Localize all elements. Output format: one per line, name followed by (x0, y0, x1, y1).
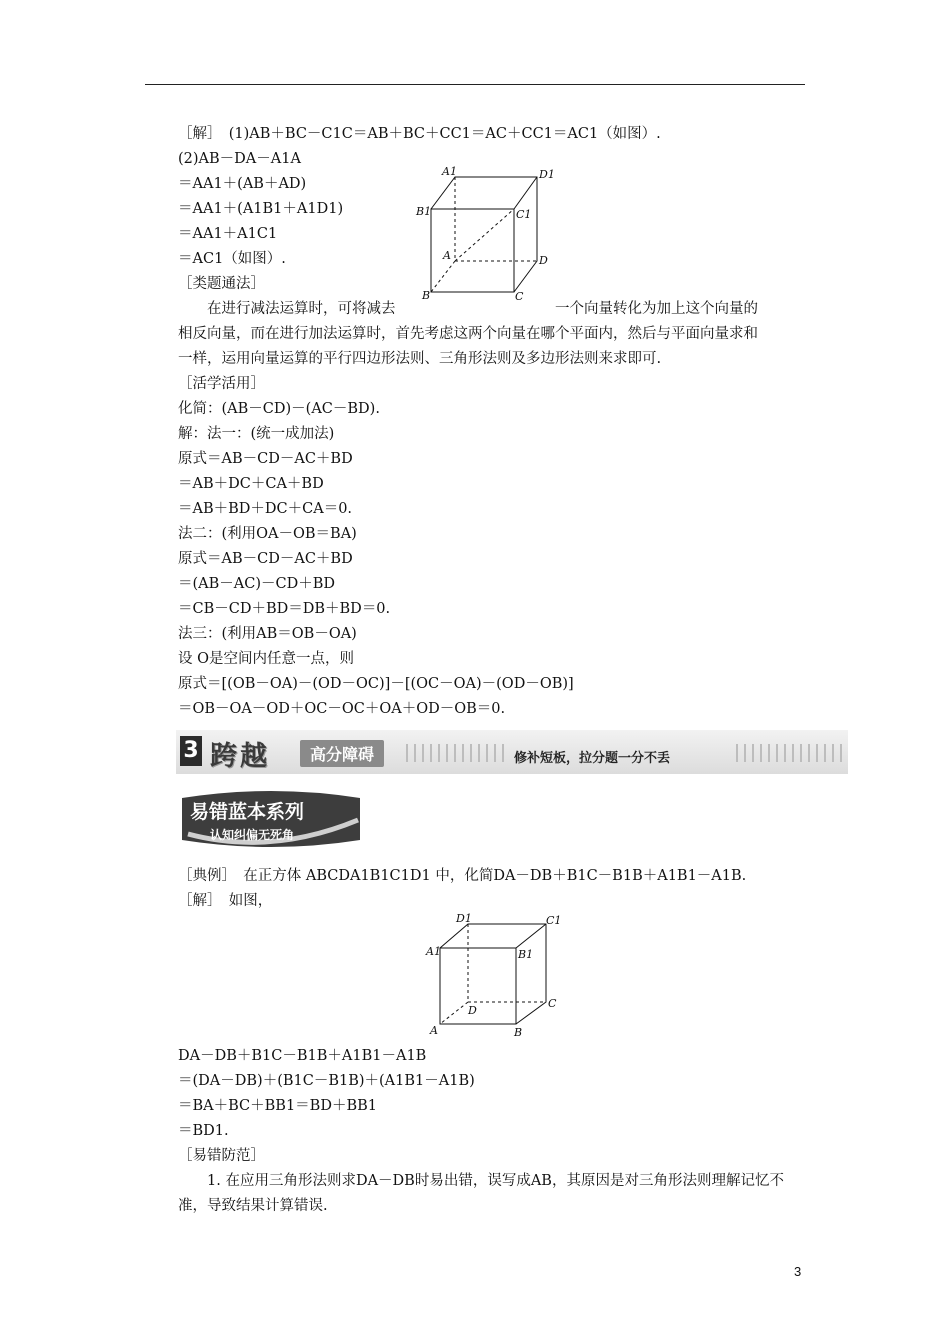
banner-stripe (768, 744, 770, 762)
solution-line: ＝AB＋BD＋DC＋CA＝0. (178, 501, 353, 517)
banner-stripe (494, 744, 496, 762)
vertex-label: A (430, 1024, 438, 1037)
section-banner (176, 730, 848, 774)
solution-line: ＝AC1（如图）. (178, 251, 286, 267)
banner-stripe (406, 744, 408, 762)
banner-stripe (752, 744, 754, 762)
solution-line: ＝AA1＋(A1B1＋A1D1) (178, 201, 344, 217)
solution-line: 法三：(利用AB＝OB－OA) (178, 626, 357, 642)
solution-line: ＝AB＋DC＋CA＋BD (178, 476, 324, 492)
section-heading: ［类题通法］ (178, 276, 265, 292)
example-line: ［解］ 如图， (178, 893, 273, 909)
solution-line: 原式＝AB－CD－AC＋BD (178, 451, 353, 467)
solution-line: ＝(DA－DB)＋(B1C－B1B)＋(A1B1－A1B) (178, 1073, 475, 1089)
banner-stripe (430, 744, 432, 762)
banner-stripe (486, 744, 488, 762)
solution-line: 法二：(利用OA－OB＝BA) (178, 526, 357, 542)
solution-line: ＝AA1＋A1C1 (178, 226, 278, 242)
solution-line: (2)AB－DA－A1A (178, 151, 301, 167)
vertex-label: D1 (456, 912, 472, 925)
page-number: 3 (794, 1264, 802, 1279)
paragraph-line: 一样，运用向量运算的平行四边形法则、三角形法则及多边形法则来求即可. (178, 351, 662, 367)
vertex-label: C1 (546, 914, 562, 927)
banner-stripe (824, 744, 826, 762)
solution-line: ＝BD1. (178, 1123, 229, 1139)
banner-stripe (422, 744, 424, 762)
badge-title: 易错蓝本系列 (190, 801, 305, 823)
badge-subtitle: 认知纠偏无死角 (210, 828, 295, 842)
banner-stripe (446, 744, 448, 762)
solution-line: 设 O是空间内任意一点，则 (178, 651, 354, 667)
banner-stripe (744, 744, 746, 762)
solution-line: ＝OB－OA－OD＋OC－OC＋OA＋OD－OB＝0. (178, 701, 506, 717)
solution-line: DA－DB＋B1C－B1B＋A1B1－A1B (178, 1048, 427, 1064)
paragraph-line: 相反向量，而在进行加法运算时，首先考虑这两个向量在哪个平面内，然后与平面向量求和 (178, 326, 758, 342)
banner-stripe (784, 744, 786, 762)
solution-line: ＝(AB－AC)－CD＋BD (178, 576, 336, 592)
vertex-label: A1 (442, 165, 457, 178)
example-line: ［典例］ 在正方体 ABCDA1B1C1D1 中，化简DA－DB＋B1C－B1B＋A1B1－A1B. (178, 868, 747, 884)
paragraph-line: 准，导致结果计算错误. (178, 1198, 328, 1214)
banner-stripe (776, 744, 778, 762)
banner-background (176, 730, 848, 774)
vertex-label: A1 (426, 945, 441, 958)
vertex-label: C (548, 997, 557, 1010)
solution-line: ＝BA＋BC＋BB1＝BD＋BB1 (178, 1098, 377, 1114)
banner-subtitle: 高分障碍 (300, 740, 384, 767)
vertex-label: C (515, 290, 524, 303)
banner-title: 跨越 (210, 741, 270, 772)
series-badge (176, 790, 366, 852)
banner-stripe (736, 744, 738, 762)
banner-stripe (462, 744, 464, 762)
paragraph-line: 在进行减法运算时，可将减去 一个向量转化为加上这个向量的 (178, 301, 758, 317)
section-heading: ［活学活用］ (178, 376, 265, 392)
vertex-label: B1 (518, 948, 534, 961)
banner-stripe (840, 744, 842, 762)
cube-figure-1 (412, 160, 562, 305)
vertex-label: B (514, 1026, 523, 1039)
banner-stripe (478, 744, 480, 762)
solution-line: 原式＝[(OB－OA)－(OD－OC)]－[(OC－OA)－(OD－OB)] (178, 676, 574, 692)
solution-line: ＝AA1＋(AB＋AD) (178, 176, 307, 192)
vertex-label: A (443, 249, 451, 262)
section-heading: ［易错防范］ (178, 1148, 265, 1164)
banner-number: 3 (180, 736, 202, 766)
vertex-label: D (539, 254, 548, 267)
vertex-label: D (468, 1004, 477, 1017)
solution-line: ［解］ (1)AB＋BC－C1C＝AB＋BC＋CC1＝AC＋CC1＝AC1（如图）. (178, 126, 661, 142)
paragraph-line: 1. 在应用三角形法则求DA－DB时易出错，误写成AB，其原因是对三角形法则理解记忆不 (178, 1173, 784, 1189)
solution-line: 解：法一：(统一成加法) (178, 426, 335, 442)
header-rule (145, 84, 805, 85)
banner-stripe (470, 744, 472, 762)
banner-stripe (454, 744, 456, 762)
cube-figure-2 (424, 910, 574, 1045)
banner-stripe (438, 744, 440, 762)
vertex-label: D1 (539, 168, 555, 181)
vertex-label: C1 (516, 208, 532, 221)
banner-tagline: 修补短板，拉分题一分不丢 (514, 751, 671, 766)
banner-stripe (800, 744, 802, 762)
banner-stripe (832, 744, 834, 762)
banner-stripe (816, 744, 818, 762)
banner-stripe (808, 744, 810, 762)
vertex-label: B1 (416, 205, 432, 218)
solution-line: ＝CB－CD＋BD＝DB＋BD＝0. (178, 601, 391, 617)
banner-stripe (760, 744, 762, 762)
banner-stripe (502, 744, 504, 762)
solution-line: 原式＝AB－CD－AC＋BD (178, 551, 353, 567)
banner-stripe (792, 744, 794, 762)
problem-line: 化简：(AB－CD)－(AC－BD). (178, 401, 380, 417)
banner-stripe (414, 744, 416, 762)
vertex-label: B (422, 289, 431, 302)
